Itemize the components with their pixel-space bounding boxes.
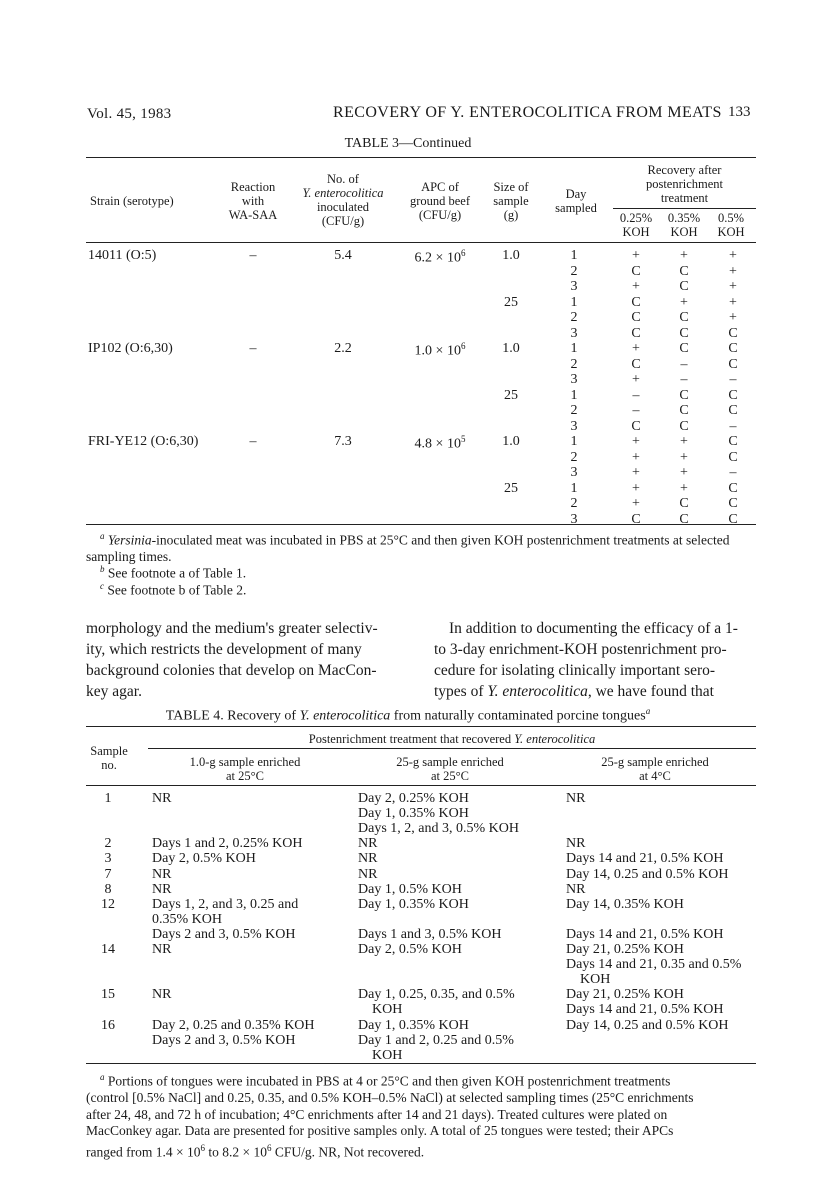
table3-header-koh-pct: 0.5% (717, 211, 745, 225)
table3-sample-size: 1.0 (502, 248, 520, 263)
table3-recovery-cell: + (632, 449, 640, 465)
table3-header-recovery (613, 163, 756, 205)
body-left-line: background colonies that develop on MacCon- (86, 662, 377, 679)
table4-cell-c2: Day 1, 0.35% KOH (358, 806, 469, 821)
table4-sample-no: 1 (104, 791, 112, 806)
table3-sample-size: 25 (504, 480, 518, 496)
table4-header-sample: Sample no. (90, 744, 128, 772)
table3-recovery-cell: C (631, 511, 641, 527)
table3-header-size-line: (g) (503, 208, 519, 222)
table3-header-reaction-line: with (241, 194, 265, 208)
table4-cell-c3: Day 21, 0.25% KOH (566, 942, 684, 958)
table3-apc (400, 248, 480, 267)
table3-strain: IP102 (O:6,30) (88, 341, 173, 356)
table3-recovery-cell: C (679, 418, 689, 434)
table3-apc-mantissa: 1.0 × 10 (414, 343, 461, 359)
table3-day: 3 (570, 418, 578, 434)
table3-recovery-cell: C (728, 434, 738, 449)
table4-cell-c1: NR (152, 942, 172, 958)
table4-cell-c3: Day 14, 0.25 and 0.5% KOH (566, 1017, 729, 1033)
table4-cell-c2: Day 1, 0.35% KOH (358, 1017, 469, 1033)
table3-header-day-line: Day (565, 187, 587, 201)
table3-recovery-cell: – (632, 403, 640, 418)
table3-recovery-cell: C (679, 403, 689, 418)
table4-cell-c1: Days 1 and 2, 0.25% KOH (152, 836, 303, 852)
table4-bottom-rule (86, 1063, 756, 1064)
table3-day: 1 (570, 387, 578, 403)
table3-recovery-cell: – (632, 387, 640, 403)
body-left-line: key agar. (86, 683, 142, 700)
table4-header-col2: 25-g sample enriched at 25°C (396, 755, 504, 783)
table3-header-apc-line: ground beef (409, 194, 471, 208)
table3-header-day-line: sampled (555, 201, 597, 215)
table4-cell-c2: NR (358, 866, 378, 882)
table3-inoculated: 7.3 (334, 434, 352, 449)
table4-cell-c1: Days 2 and 3, 0.5% KOH (152, 927, 296, 942)
table3-apc-exponent: 5 (460, 434, 466, 444)
table3-recovery-cell: – (729, 418, 737, 434)
table3-header-koh-2 (707, 211, 755, 239)
table3-header-recovery-line: treatment (660, 191, 709, 205)
table4-cell-c3: NR (566, 836, 586, 852)
table3-header-inoculated-line: inoculated (316, 200, 370, 214)
table3-recovery-cell: + (632, 372, 640, 387)
table3-recovery-cell: – (680, 372, 688, 387)
table3-recovery-cell: C (679, 279, 689, 294)
table3-recovery-cell: + (680, 434, 688, 449)
table3-recovery-cell: C (679, 511, 689, 527)
table3-header-inoculated-line: No. of (327, 172, 359, 186)
table3-koh-rule (613, 208, 756, 209)
table3-recovery-cell: C (679, 496, 689, 511)
table3-strain: 14011 (O:5) (88, 248, 157, 263)
table3-apc-mantissa: 6.2 × 10 (414, 250, 461, 266)
table3-recovery-cell: C (631, 263, 641, 279)
table3-apc (400, 341, 480, 360)
table4-cell-c3: NR (566, 881, 586, 897)
table3-header-koh-pct: 0.25% (619, 211, 653, 225)
journal-volume: Vol. 45, 1983 (87, 106, 172, 122)
table4-cell-c3: Day 14, 0.35% KOH (566, 897, 684, 912)
table3-header-size-line: sample (493, 194, 529, 208)
body-left-line: morphology and the medium's greater selectiv- (86, 620, 378, 637)
table3-header-koh-unit: KOH (622, 225, 650, 239)
table3-sample-size: 1.0 (502, 341, 520, 356)
table3-recovery-cell: C (631, 294, 641, 310)
table4-sample-no: 2 (104, 836, 112, 852)
table3-recovery-cell: C (631, 418, 641, 434)
table3-bottom-rule (86, 524, 756, 525)
table3-recovery-cell: + (729, 248, 737, 263)
table3-footnote-b: $^b$ See footnote a of Table 1. (100, 564, 247, 581)
table3-sample-size: 25 (504, 387, 518, 403)
table3-header-apc-line: APC of (421, 180, 459, 194)
table4-cell-c3: Days 14 and 21, 0.35 and 0.5% (566, 957, 742, 973)
page-number: 133 (728, 104, 751, 120)
table4-sample-no: 16 (101, 1017, 115, 1033)
table4-cell-c3: NR (566, 791, 586, 806)
table4-header-span: Postenrichment treatment that recovered Y. enterocolitica (308, 732, 596, 746)
table3-header-reaction-line: WA-SAA (228, 208, 278, 222)
table3-header-inoculated-line: Y. enterocolitica (302, 186, 384, 200)
table4-cell-c1: NR (152, 987, 172, 1003)
table4-cell-c1: Day 2, 0.5% KOH (152, 851, 256, 867)
table3-recovery-cell: C (679, 325, 689, 341)
table4-cell-c1: Day 2, 0.25 and 0.35% KOH (152, 1017, 315, 1033)
table4-cell-c1: NR (152, 881, 172, 897)
table3-recovery-cell: + (680, 294, 688, 310)
table4-header-col1: 1.0-g sample enriched at 25°C (189, 755, 301, 783)
table3-recovery-cell: C (728, 356, 738, 372)
table3-recovery-cell: C (631, 325, 641, 341)
table3-inoculated: 2.2 (334, 341, 352, 356)
table3-day: 2 (570, 449, 578, 465)
table3-day: 3 (570, 372, 578, 387)
table4-cell-c1: NR (152, 791, 172, 806)
table3-day: 3 (570, 511, 578, 527)
table3-header-strain: Strain (serotype) (90, 194, 174, 208)
table3-header-apc (400, 180, 480, 222)
table4-footnote: $^a$ Portions of tongues were incubated in PBS at 4 or 25°C and then given KOH postenrichment treatments (control [0.5% NaCl] and 0.25, 0.35, and 0.5% KOH–0.5% NaCl) at selected sampling times (25°C enrichments after 24, 48, and 72 h of incubation; 4°C enrichments after 14 and 21 days). Treated cultures were plated on MacConkey agar. Data are presented for positive samples only. A total of 25 tongues were tested; their APCs ranged from $1.4 \times 10^6$ to $8.2 \times 10^6$ CFU/g. NR, Not recovered. (86, 1072, 694, 1159)
table4-sample-no: 15 (101, 987, 115, 1003)
table3-header-koh-pct: 0.35% (667, 211, 701, 225)
table4-cell-c2: Day 2, 0.5% KOH (358, 942, 462, 958)
table3-recovery-cell: + (632, 465, 640, 480)
table4-cell-c2: KOH (372, 1002, 403, 1018)
table3-recovery-cell: – (729, 465, 737, 480)
table3-header-day (548, 187, 604, 215)
table3-recovery-cell: C (631, 310, 641, 325)
table3-day: 1 (570, 294, 578, 310)
table3-day: 3 (570, 465, 578, 480)
table3-day: 1 (570, 341, 578, 356)
table4-span-rule (148, 748, 756, 749)
table3-recovery-cell: C (728, 496, 738, 511)
body-left-line: ity, which restricts the development of many (86, 641, 362, 658)
table4-header-col3: 25-g sample enriched at 4°C (601, 755, 709, 783)
table3-day: 1 (570, 480, 578, 496)
table4-cell-c1: Days 1, 2, and 3, 0.25 and (152, 897, 299, 912)
table3-header-koh-unit: KOH (717, 225, 745, 239)
table4-cell-c2: NR (358, 836, 378, 852)
table3-apc-exponent: 6 (460, 248, 466, 258)
table3-apc-mantissa: 4.8 × 10 (414, 436, 461, 452)
table3-recovery-cell: + (632, 496, 640, 511)
table3-sample-size: 25 (504, 294, 518, 310)
table4-cell-c2: Day 1, 0.35% KOH (358, 897, 469, 912)
table3-recovery-cell: + (632, 341, 640, 356)
table3-recovery-cell: + (632, 279, 640, 294)
body-right-line: In addition to documenting the efficacy of a 1- (449, 620, 738, 637)
table3-sample-size: 1.0 (502, 434, 520, 449)
table3-recovery-cell: – (729, 372, 737, 387)
table4-sample-no: 7 (104, 866, 112, 882)
table3-header-size-line: Size of (493, 180, 529, 194)
table3-recovery-cell: C (728, 341, 738, 356)
table3-title: TABLE 3—Continued (344, 136, 472, 151)
table4-cell-c3: Days 14 and 21, 0.5% KOH (566, 851, 724, 867)
table3-recovery-cell: + (680, 465, 688, 480)
table3-recovery-cell: + (680, 449, 688, 465)
table3-day: 2 (570, 403, 578, 418)
table4-top-rule (86, 726, 756, 727)
table3-recovery-cell: – (680, 356, 688, 372)
table3-day: 2 (570, 496, 578, 511)
table3-header-inoculated-line: (CFU/g) (321, 214, 365, 228)
table4-sample-no: 12 (101, 897, 115, 912)
table3-recovery-cell: + (632, 480, 640, 496)
table4-cell-c2: Day 2, 0.25% KOH (358, 791, 469, 806)
table4-cell-c2: Day 1 and 2, 0.25 and 0.5% (358, 1032, 514, 1048)
table3-footnote-c: $^c$ See footnote b of Table 2. (100, 581, 247, 598)
table3-recovery-cell: C (728, 480, 738, 496)
table3-recovery-cell: + (729, 263, 737, 279)
table4-cell-c2: Days 1 and 3, 0.5% KOH (358, 927, 502, 942)
table3-header-koh-0 (612, 211, 660, 239)
table3-reaction: – (249, 434, 257, 449)
table3-recovery-cell: C (728, 325, 738, 341)
body-right-line: to 3-day enrichment-KOH postenrichment pro- (434, 641, 727, 658)
table3-header-inoculated (298, 172, 388, 228)
table3-header-rule (86, 242, 756, 243)
table3-day: 3 (570, 325, 578, 341)
table4-header-rule (86, 785, 756, 786)
table4-cell-c1: 0.35% KOH (152, 912, 222, 927)
table3-apc-exponent: 6 (460, 341, 466, 351)
table4-cell-c2: KOH (372, 1047, 403, 1063)
table3-recovery-cell: C (679, 387, 689, 403)
table3-header-koh-unit: KOH (670, 225, 698, 239)
table3-header-reaction (218, 180, 288, 222)
table3-recovery-cell: C (679, 310, 689, 325)
table3-header-apc-line: (CFU/g) (418, 208, 462, 222)
table4-cell-c3: Day 21, 0.25% KOH (566, 987, 684, 1003)
table3-recovery-cell: + (729, 279, 737, 294)
table3-strain: FRI-YE12 (O:6,30) (88, 434, 199, 449)
table4-cell-c3: Day 14, 0.25 and 0.5% KOH (566, 866, 729, 882)
body-right-last-line: types of Y. enterocolitica, we have found that (434, 683, 714, 700)
table3-recovery-cell: C (728, 403, 738, 418)
table3-day: 2 (570, 310, 578, 325)
table4-cell-c2: NR (358, 851, 378, 867)
body-right-line: cedure for isolating clinically important sero- (434, 662, 716, 679)
table3-footnote-a: $^a$ Yersinia-inoculated meat was incubated in PBS at 25°C and then given KOH postenrichment treatments at selected sampling times. (86, 531, 730, 564)
table4-sample-no: 8 (104, 881, 112, 897)
table3-recovery-cell: C (679, 341, 689, 356)
table4-cell-c3: KOH (580, 972, 611, 988)
table4-sample-no: 3 (104, 851, 112, 867)
table3-recovery-cell: + (680, 248, 688, 263)
table3-header-recovery-line: postenrichment (645, 177, 724, 191)
table3-recovery-cell: C (679, 263, 689, 279)
table3-recovery-cell: + (632, 248, 640, 263)
table3-recovery-cell: + (729, 294, 737, 310)
table3-day: 2 (570, 356, 578, 372)
table3-day: 2 (570, 263, 578, 279)
table3-header-size (488, 180, 534, 222)
table3-day: 1 (570, 434, 578, 449)
table3-inoculated: 5.4 (334, 248, 352, 263)
table3-day: 3 (570, 279, 578, 294)
table4-cell-c1: Days 2 and 3, 0.5% KOH (152, 1032, 296, 1048)
table4-cell-c1: NR (152, 866, 172, 882)
table3-apc (400, 434, 480, 453)
table4-cell-c2: Day 1, 0.25, 0.35, and 0.5% (358, 987, 515, 1003)
table3-header-recovery-line: Recovery after (647, 163, 722, 177)
table4-cell-c3: Days 14 and 21, 0.5% KOH (566, 1002, 724, 1018)
table3-day: 1 (570, 248, 578, 263)
table3-recovery-cell: + (729, 310, 737, 325)
table3-recovery-cell: C (728, 449, 738, 465)
table4-cell-c2: Day 1, 0.5% KOH (358, 881, 462, 897)
table3-reaction: – (249, 341, 257, 356)
table3-top-rule (86, 157, 756, 158)
table3-recovery-cell: C (728, 387, 738, 403)
table4-cell-c2: Days 1, 2, and 3, 0.5% KOH (358, 821, 519, 836)
table4-sample-no: 14 (101, 942, 115, 958)
table3-header-reaction-line: Reaction (230, 180, 276, 194)
table3-recovery-cell: + (680, 480, 688, 496)
table3-recovery-cell: C (631, 356, 641, 372)
running-title: RECOVERY OF Y. ENTEROCOLITICA FROM MEATS (333, 104, 722, 121)
table4-title: TABLE 4. Recovery of Y. enterocolitica from naturally contaminated porcine tongues$^a$ (165, 706, 651, 724)
table4-cell-c3: Days 14 and 21, 0.5% KOH (566, 927, 724, 942)
table3-reaction: – (249, 248, 257, 263)
table3-recovery-cell: + (632, 434, 640, 449)
table3-header-koh-1 (660, 211, 708, 239)
table3-recovery-cell: C (728, 511, 738, 527)
